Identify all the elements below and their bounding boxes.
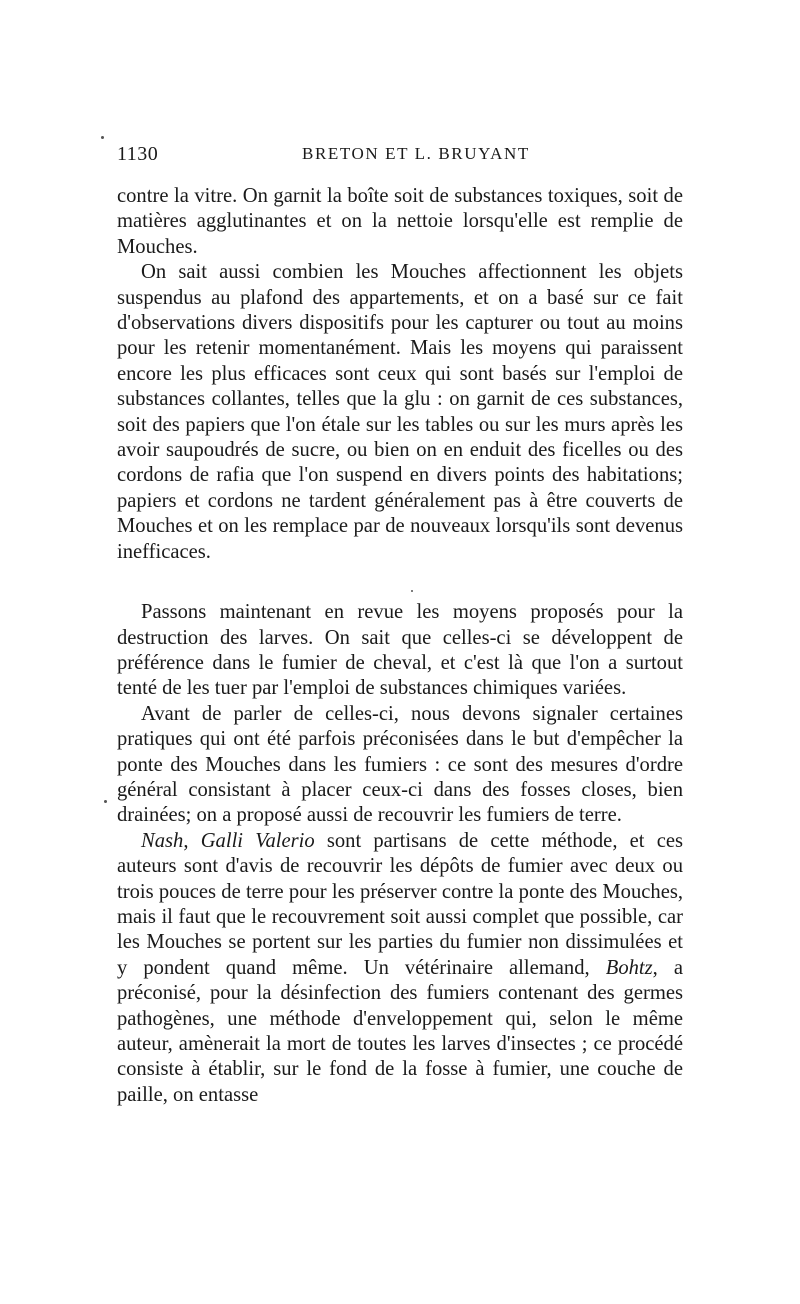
paragraph-text: , — [183, 829, 201, 852]
author-name: Galli Valerio — [200, 829, 315, 852]
paragraph-preventive-measures: Avant de parler de celles-ci, nous devons signaler certaines pratiques qui ont été parfois préconisées dans le but d'empêcher la ponte des Mouches dans les fumiers : ce sont des mesures d'ordre général consistant à placer ceux-ci dans des fosses closes, bien drainées; on a proposé aussi de recouvrir les fumiers de terre. — [117, 702, 683, 827]
paragraph-soil-covering — [117, 829, 683, 1108]
paragraph-text: sont partisans de cette méthode, et ces auteurs sont d'avis de recouvrir les dépôts de fumier avec deux ou trois pouces de terre pour les préserver contre la ponte des Mouches, mais il faut que le recouvrement soit aussi complet que possible, car les Mouches se portent sur les parties du fumier non dissimulées et y pondent quand même. Un vétérinaire allemand, — [117, 829, 683, 979]
stray-dot — [104, 800, 107, 803]
paragraph-text: , a préconisé, pour la désinfection des fumiers contenant des germes pathogènes, une méthode d'enveloppement qui, selon le même auteur, amènerait la mort de toutes les larves d'insectes ; ce procédé consiste à établir, sur le fond de la fosse à fumier, une couche de paille, on entasse — [117, 956, 684, 1106]
page-number: 1130 — [117, 143, 159, 165]
stray-dot — [101, 136, 104, 139]
paragraph-larvae-destruction: Passons maintenant en revue les moyens proposés pour la destruction des larves. On sait que celles-ci se développent de préférence dans le fumier de cheval, et c'est là que l'on a surtout tenté de les tuer par l'emploi de substances chimiques variées. — [117, 601, 683, 700]
author-name: Bohtz — [605, 956, 653, 979]
page-header — [117, 143, 687, 173]
running-head: BRETON ET L. BRUYANT — [302, 144, 530, 163]
paragraph-continuation: contre la vitre. On garnit la boîte soit de substances toxiques, soit de matières agglutinantes et on la nettoie lorsqu'elle est remplie de Mouches. — [117, 185, 683, 258]
author-name: Nash — [141, 829, 184, 852]
body-text — [117, 184, 683, 1108]
paragraph-fly-traps: On sait aussi combien les Mouches affectionnent les objets suspendus au plafond des appartements, et on a basé sur ce fait d'observations divers dispositifs pour les capturer ou tout au moins pour les retenir momentanément. Mais les moyens qui paraissent encore les plus efficaces sont ceux qui sont basés sur l'emploi de substances collantes, telles que la glu : on garnit de ces substances, soit des papiers que l'on étale sur les tables ou sur les murs après les avoir saupoudrés de sucre, ou bien on en enduit des ficelles ou des cordons de rafia que l'on suspend en divers points des habitations; papiers et cordons ne tardent généralement pas à être couverts de Mouches et on les remplace par de nouveaux lorsqu'ils sont devenus inefficaces. — [117, 261, 683, 563]
